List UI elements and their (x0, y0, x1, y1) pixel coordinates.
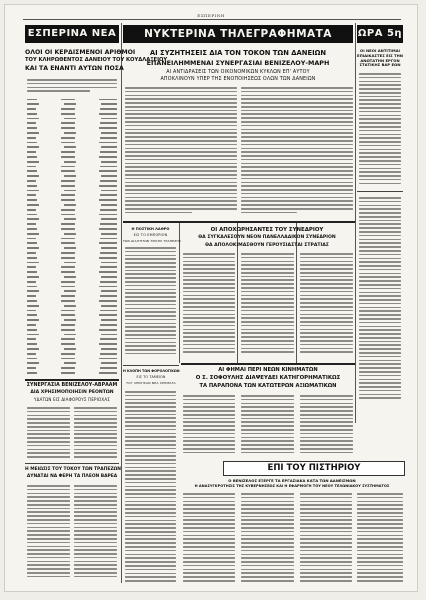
table-cell (61, 122, 75, 124)
table-cell (27, 194, 36, 196)
table-cell (61, 271, 75, 273)
table-cell (101, 233, 117, 235)
table-cell (61, 185, 75, 187)
table-cell (61, 194, 75, 196)
table-cell (27, 353, 36, 355)
left-headline-1: ΟΛΟΙ ΟΙ ΚΕΡΔΙΣΜΕΝΟΙ ΑΡΙΘΜΟΙ (25, 49, 136, 56)
table-cell (61, 252, 75, 254)
center-lower-text-a (183, 395, 235, 456)
table-cell (100, 281, 117, 283)
table-cell (27, 295, 36, 297)
table-cell (101, 204, 117, 206)
section-rule (123, 221, 355, 223)
table-cell (64, 334, 76, 336)
table-cell (61, 137, 75, 139)
table-cell (27, 214, 37, 216)
left-bottom-headline-1: Η ΜΕΙΩΣΙΣ ΤΟΥ ΤΟΚΟΥ ΤΩΝ ΤΡΑΠΕΖΩΝ (25, 467, 121, 472)
table-cell (100, 209, 117, 211)
small-head-1: Η ΠΟΣΤΙΚΗ ΛΑΘΡΟ (131, 227, 170, 231)
table-cell (100, 238, 117, 240)
table-cell (27, 286, 37, 288)
table-cell (27, 252, 36, 254)
table-cell (99, 286, 117, 288)
table-cell (64, 305, 76, 307)
table-cell (100, 367, 117, 369)
table-cell (100, 353, 117, 355)
table-cell (61, 314, 75, 316)
center-mid-text-a (183, 253, 235, 355)
table-cell (61, 266, 75, 268)
right-col-text-2 (359, 197, 401, 401)
table-cell (27, 310, 36, 312)
narrow-col-text-2 (125, 391, 176, 584)
table-cell (27, 204, 39, 206)
table-cell (27, 300, 37, 302)
center-mid-headline-2: ΘΑ ΣΥΓΚΑΛΕΣΟΥΝ ΝΕΟΝ ΠΑΝΕΛΛΑΔΙΚΟΝ ΣΥΝΕΔΡΙΟΝ (198, 235, 336, 240)
table-cell (64, 276, 76, 278)
center-mid-headline-1: ΟΙ ΑΠΟΧΩΡΗΣΑΝΤΕΣ ΤΟΥ ΣΥΝΕΔΡΙΟΥ (210, 227, 324, 233)
right-col-headline-line: ΟΙ ΝΕΟΙ ΑΝΤΙΤΙΜΑΙ (360, 48, 400, 53)
table-cell (27, 276, 39, 278)
table-row (27, 370, 117, 375)
table-cell (27, 319, 39, 321)
table-cell (61, 257, 75, 259)
right-col-text-1 (359, 73, 401, 186)
table-cell (27, 266, 36, 268)
section-banner-evening-news: ΕΣΠΕΡΙΝΑ ΝΕΑ (25, 25, 119, 43)
table-cell (27, 218, 39, 220)
table-cell (27, 156, 37, 158)
table-cell (27, 271, 37, 273)
right-col-headline-line: ΣΤΑΤΙΚΗΣ ΒΑΡ ΕΩΝ (359, 62, 401, 68)
table-cell (27, 334, 39, 336)
table-cell (99, 257, 117, 259)
table-cell (64, 262, 76, 264)
table-cell (99, 170, 117, 172)
table-cell (101, 218, 117, 220)
left-lower-headline-2: ΔΙΑ ΧΡΗΣΙΜΟΠΟΙΗΣΙΝ ΡΕΟΝΤΩΝ (30, 390, 114, 395)
center-top-text-a (125, 87, 237, 216)
table-cell (64, 348, 76, 350)
table-cell (101, 334, 117, 336)
table-cell (64, 218, 76, 220)
table-cell (101, 262, 117, 264)
masthead-rule (23, 19, 401, 20)
center-subhead-1: ΑΙ ΑΝΤΙΔΡΑΣΕΙΣ ΤΩΝ ΟΙΚΟΝΟΜΙΚΩΝ ΚΥΚΛΩΝ ΕΠ' ΑΥΤΟΥ (166, 70, 310, 75)
table-cell (101, 305, 117, 307)
table-cell (61, 324, 75, 326)
table-cell (64, 161, 76, 163)
table-cell (27, 161, 39, 163)
center-lower-headline-3: ΤΑ ΠΑΡΑΠΟΝΑ ΤΩΝ ΚΑΤΩΤΕΡΩΝ ΑΞΙΩΜΑΤΙΚΩΝ (199, 383, 337, 389)
table-cell (100, 324, 117, 326)
table-cell (61, 310, 75, 312)
table-cell (27, 166, 36, 168)
table-cell (64, 290, 76, 292)
bottom-text-b (241, 493, 294, 584)
left-bottom-text-a (27, 485, 70, 580)
table-cell (27, 113, 37, 115)
section-rule (25, 379, 119, 381)
small-head-3: ΤΩΝ ΔΙΑΙΤΗΤΩΝ ΤΡΙΚΗΣ ΤΡΑΠΕΖΗΣ (123, 239, 182, 243)
left-bottom-text-b (74, 485, 117, 580)
table-cell (64, 247, 76, 249)
table-cell (101, 247, 117, 249)
center-top-text-b (241, 87, 353, 216)
table-cell (61, 127, 75, 129)
newspaper-page (4, 4, 418, 592)
table-cell (64, 233, 76, 235)
table-cell (64, 118, 76, 120)
table-cell (99, 358, 117, 360)
table-cell (27, 122, 36, 124)
table-cell (99, 156, 117, 158)
table-cell (27, 223, 36, 225)
table-cell (61, 228, 75, 230)
bottom-text-d (357, 493, 403, 584)
table-cell (61, 170, 75, 172)
table-cell (101, 103, 117, 105)
table-cell (64, 204, 76, 206)
center-mid-text-c (300, 253, 353, 355)
table-cell (61, 156, 75, 158)
table-cell (27, 185, 37, 187)
table-cell (61, 300, 75, 302)
table-cell (27, 137, 36, 139)
table-cell (99, 300, 117, 302)
table-cell (100, 122, 117, 124)
table-cell (100, 338, 117, 340)
table-cell (101, 319, 117, 321)
table-cell (64, 175, 76, 177)
table-cell (27, 367, 36, 369)
table-cell (27, 247, 39, 249)
table-cell (27, 281, 36, 283)
table-cell (61, 295, 75, 297)
section-banner-night-telegrams: ΝΥΚΤΕΡΙΝΑ ΤΗΛΕΓΡΑΦΗΜΑΤΑ (123, 25, 353, 43)
table-cell (61, 353, 75, 355)
table-cell (61, 209, 75, 211)
table-cell (99, 113, 117, 115)
table-cell (27, 262, 39, 264)
table-cell (61, 358, 75, 360)
left-lower-text-a (27, 407, 70, 460)
table-cell (27, 238, 36, 240)
table-cell (99, 214, 117, 216)
table-cell (64, 103, 76, 105)
right-col-headline-line: ΑΝΩΤΑΤΗΝ ΕΡΓΟΝ (360, 57, 400, 63)
table-cell (61, 242, 75, 244)
table-cell (27, 329, 37, 331)
table-cell (100, 310, 117, 312)
table-cell (27, 290, 39, 292)
table-cell (101, 132, 117, 134)
table-cell (61, 199, 75, 201)
center-headline-1: ΑΙ ΣΥΖΗΤΗΣΕΙΣ ΔΙΑ ΤΟΝ ΤΟΚΟΝ ΤΩΝ ΔΑΝΕΙΩΝ (149, 49, 327, 57)
section-rule (25, 463, 119, 464)
center-lower-headline-1: ΑΙ ΦΗΜΑΙ ΠΕΡΙ ΝΕΩΝ ΚΙΝΗΜΑΤΩΝ (218, 367, 318, 373)
table-cell (100, 108, 117, 110)
table-cell (64, 146, 76, 148)
table-cell (61, 113, 75, 115)
table-cell (27, 118, 39, 120)
table-cell (61, 329, 75, 331)
table-cell (27, 209, 36, 211)
table-cell (27, 175, 39, 177)
center-lower-headline-2: Ο Σ. ΣΟΦΟΥΛΗΣ ΔΙΑΨΕΥΔΕΙ ΚΑΤΗΓΟΡΗΜΑΤΙΚΩΣ (195, 375, 341, 381)
table-cell (27, 257, 37, 259)
bottom-text-c (300, 493, 352, 584)
table-cell (27, 199, 37, 201)
table-cell (27, 242, 37, 244)
table-cell (61, 151, 75, 153)
small-head-2: ΕΙΣ ΤΟ ΕΜΠΟΡΙΟΝ (133, 233, 168, 237)
table-cell (61, 286, 75, 288)
table-cell (101, 161, 117, 163)
table-cell (61, 372, 75, 374)
section-banner-court: ΕΠΙ ΤΟΥ ΠΙΣΤΗΡΙΟΥ (223, 461, 405, 476)
table-cell (100, 252, 117, 254)
center-lower-text-b (241, 395, 294, 456)
table-cell (61, 108, 75, 110)
table-cell (99, 343, 117, 345)
table-cell (99, 314, 117, 316)
table-cell (101, 118, 117, 120)
table-cell (64, 319, 76, 321)
table-cell (64, 132, 76, 134)
table-cell (61, 142, 75, 144)
column-divider (355, 23, 356, 423)
left-lower-headline-1: ΣΥΝΕΡΓΑΣΙΑ ΒΕΝΙΖΕΛΟΥ-ΑΒΡΑΑΜ (26, 383, 118, 388)
center-mid-text-b (241, 253, 294, 355)
table-cell (27, 190, 39, 192)
table-cell (100, 151, 117, 153)
table-cell (99, 228, 117, 230)
bottom-subhead-1: Ο ΒΕΝΙΖΕΛΟΣ ΕΞΕΡΓΕ ΤΑ ΕΡΓΑΣΙΑΚΑ ΚΑΤΑ ΤΩΝ ΔΑΝΕΙΣΜΩΝ (228, 478, 356, 483)
table-cell (100, 180, 117, 182)
table-cell (27, 348, 39, 350)
center-lower-text-c (300, 395, 353, 456)
section-banner-hour: ΩΡΑ 5η (357, 25, 403, 43)
table-cell (27, 233, 39, 235)
table-cell (27, 146, 39, 148)
table-cell (64, 190, 76, 192)
table-cell (99, 329, 117, 331)
table-cell (27, 228, 37, 230)
narrow-col-text-1 (125, 247, 176, 357)
table-cell (27, 305, 39, 307)
table-cell (27, 127, 37, 129)
section-rule (357, 191, 403, 192)
table-cell (101, 290, 117, 292)
lottery-number-table (27, 97, 117, 375)
left-headline-3: ΚΑΙ ΤΑ ΕΝΑΝΤΙ ΑΥΤΩΝ ΠΟΣΑ (25, 65, 124, 72)
section-rule (181, 363, 355, 365)
column-divider (121, 23, 122, 583)
left-bottom-headline-2: ΔΥΝΑΤΑΙ ΝΑ ΦΕΡΗ ΤΑ ΠΛΕΟΝ ΒΑΡΕΑ (26, 474, 118, 479)
table-cell (27, 362, 39, 364)
center-headline-2: ΕΠΑΝΕΙΛΗΜΜΕΝΑΙ ΣΥΝΕΡΓΑΣΙΑΙ ΒΕΝΙΖΕΛΟΥ-ΜΑΡΗ (146, 59, 330, 67)
table-cell (101, 146, 117, 148)
table-cell (100, 266, 117, 268)
table-cell (100, 137, 117, 139)
table-cell (100, 166, 117, 168)
table-cell (27, 142, 37, 144)
center-subhead-2: ΑΠΟΚΛΙΝΟΥΝ ΥΠΕΡ ΤΗΣ ΕΝΟΠΟΙΗΣΕΩΣ ΟΛΩΝ ΤΩΝ ΔΑΝΕΙΩΝ (160, 77, 316, 82)
table-cell (99, 271, 117, 273)
small-head-4: Η ΚΛΟΠΗ ΤΩΝ ΦΟΡΟΛΟΓΙΚΩΝ (123, 369, 180, 373)
table-cell (61, 343, 75, 345)
table-cell (61, 99, 75, 101)
table-cell (27, 372, 37, 374)
left-intro-text (27, 79, 117, 94)
table-cell (99, 242, 117, 244)
table-cell (27, 180, 36, 182)
table-cell (61, 166, 75, 168)
table-cell (64, 362, 76, 364)
table-cell (61, 180, 75, 182)
column-divider (179, 223, 180, 363)
table-cell (100, 223, 117, 225)
left-headline-2: ΤΟΥ ΚΛΗΡΩΘΕΝΤΟΣ ΔΑΝΕΙΟΥ ΤΟΥ ΚΟΥΔΛΑΞΕΙΟΥ (25, 57, 168, 63)
table-cell (27, 108, 36, 110)
table-cell (101, 348, 117, 350)
left-lower-subhead: ΥΔΑΤΩΝ ΕΙΣ ΔΙΑΦΟΡΟΥΣ ΠΕΡΙΟΧΑΣ (33, 397, 111, 402)
table-cell (27, 314, 37, 316)
table-cell (61, 214, 75, 216)
right-col-headline-line: ΕΠΙΔΙΚΑΣΤΕΣ ΕΙΣ ΤΗΝ (357, 52, 403, 58)
table-cell (27, 132, 39, 134)
small-head-6: ΤΟΥ ΛΕΝΤΙΣΑΝ ΝΕΑ ΧΡΗΜΑΤΑ (126, 381, 176, 385)
right-col-headline (357, 49, 403, 68)
table-cell (100, 295, 117, 297)
table-cell (27, 99, 37, 101)
table-cell (101, 362, 117, 364)
table-cell (27, 343, 37, 345)
left-lower-text-b (74, 407, 117, 460)
section-rule (123, 365, 179, 366)
small-head-5: ΕΙΣ ΤΟ ΤΑΜΕΙΟΝ (136, 375, 166, 379)
table-cell (99, 142, 117, 144)
table-cell (61, 281, 75, 283)
table-cell (27, 151, 36, 153)
table-cell (101, 276, 117, 278)
table-cell (99, 99, 117, 101)
table-cell (99, 372, 117, 374)
table-cell (61, 367, 75, 369)
table-cell (99, 199, 117, 201)
table-cell (99, 127, 117, 129)
table-cell (100, 194, 117, 196)
bottom-text-a (183, 493, 235, 584)
table-cell (27, 170, 37, 172)
table-cell (61, 238, 75, 240)
bottom-subhead-2: Η ΑΝΑΣΥΓΚΡΟΤΗΣΙΣ ΤΗΣ ΚΥΒΕΡΝΗΣΕΩΣ ΚΑΙ Η ΕΦΑΡΜΟΓΗ ΤΟΥ ΝΕΟΥ ΤΕΛΩΝΙΑΚΟΥ ΣΥΣΤΗΜΑΤΟΣ (194, 484, 390, 488)
table-cell (27, 103, 39, 105)
masthead: ΕΣΠΕΡΙΝΗ (197, 13, 225, 18)
center-mid-headline-3: ΘΑ ΑΠΟΛΟΚΙΜΑΣΘΟΥΝ ΓΕΡΟΥΣΙΑΣΤΑΙ ΣΤΡΑΤΙΑΣ (205, 243, 329, 248)
table-cell (27, 358, 37, 360)
table-cell (61, 223, 75, 225)
table-cell (99, 185, 117, 187)
table-cell (101, 190, 117, 192)
table-cell (27, 324, 36, 326)
table-cell (101, 175, 117, 177)
table-cell (61, 338, 75, 340)
table-cell (27, 338, 36, 340)
